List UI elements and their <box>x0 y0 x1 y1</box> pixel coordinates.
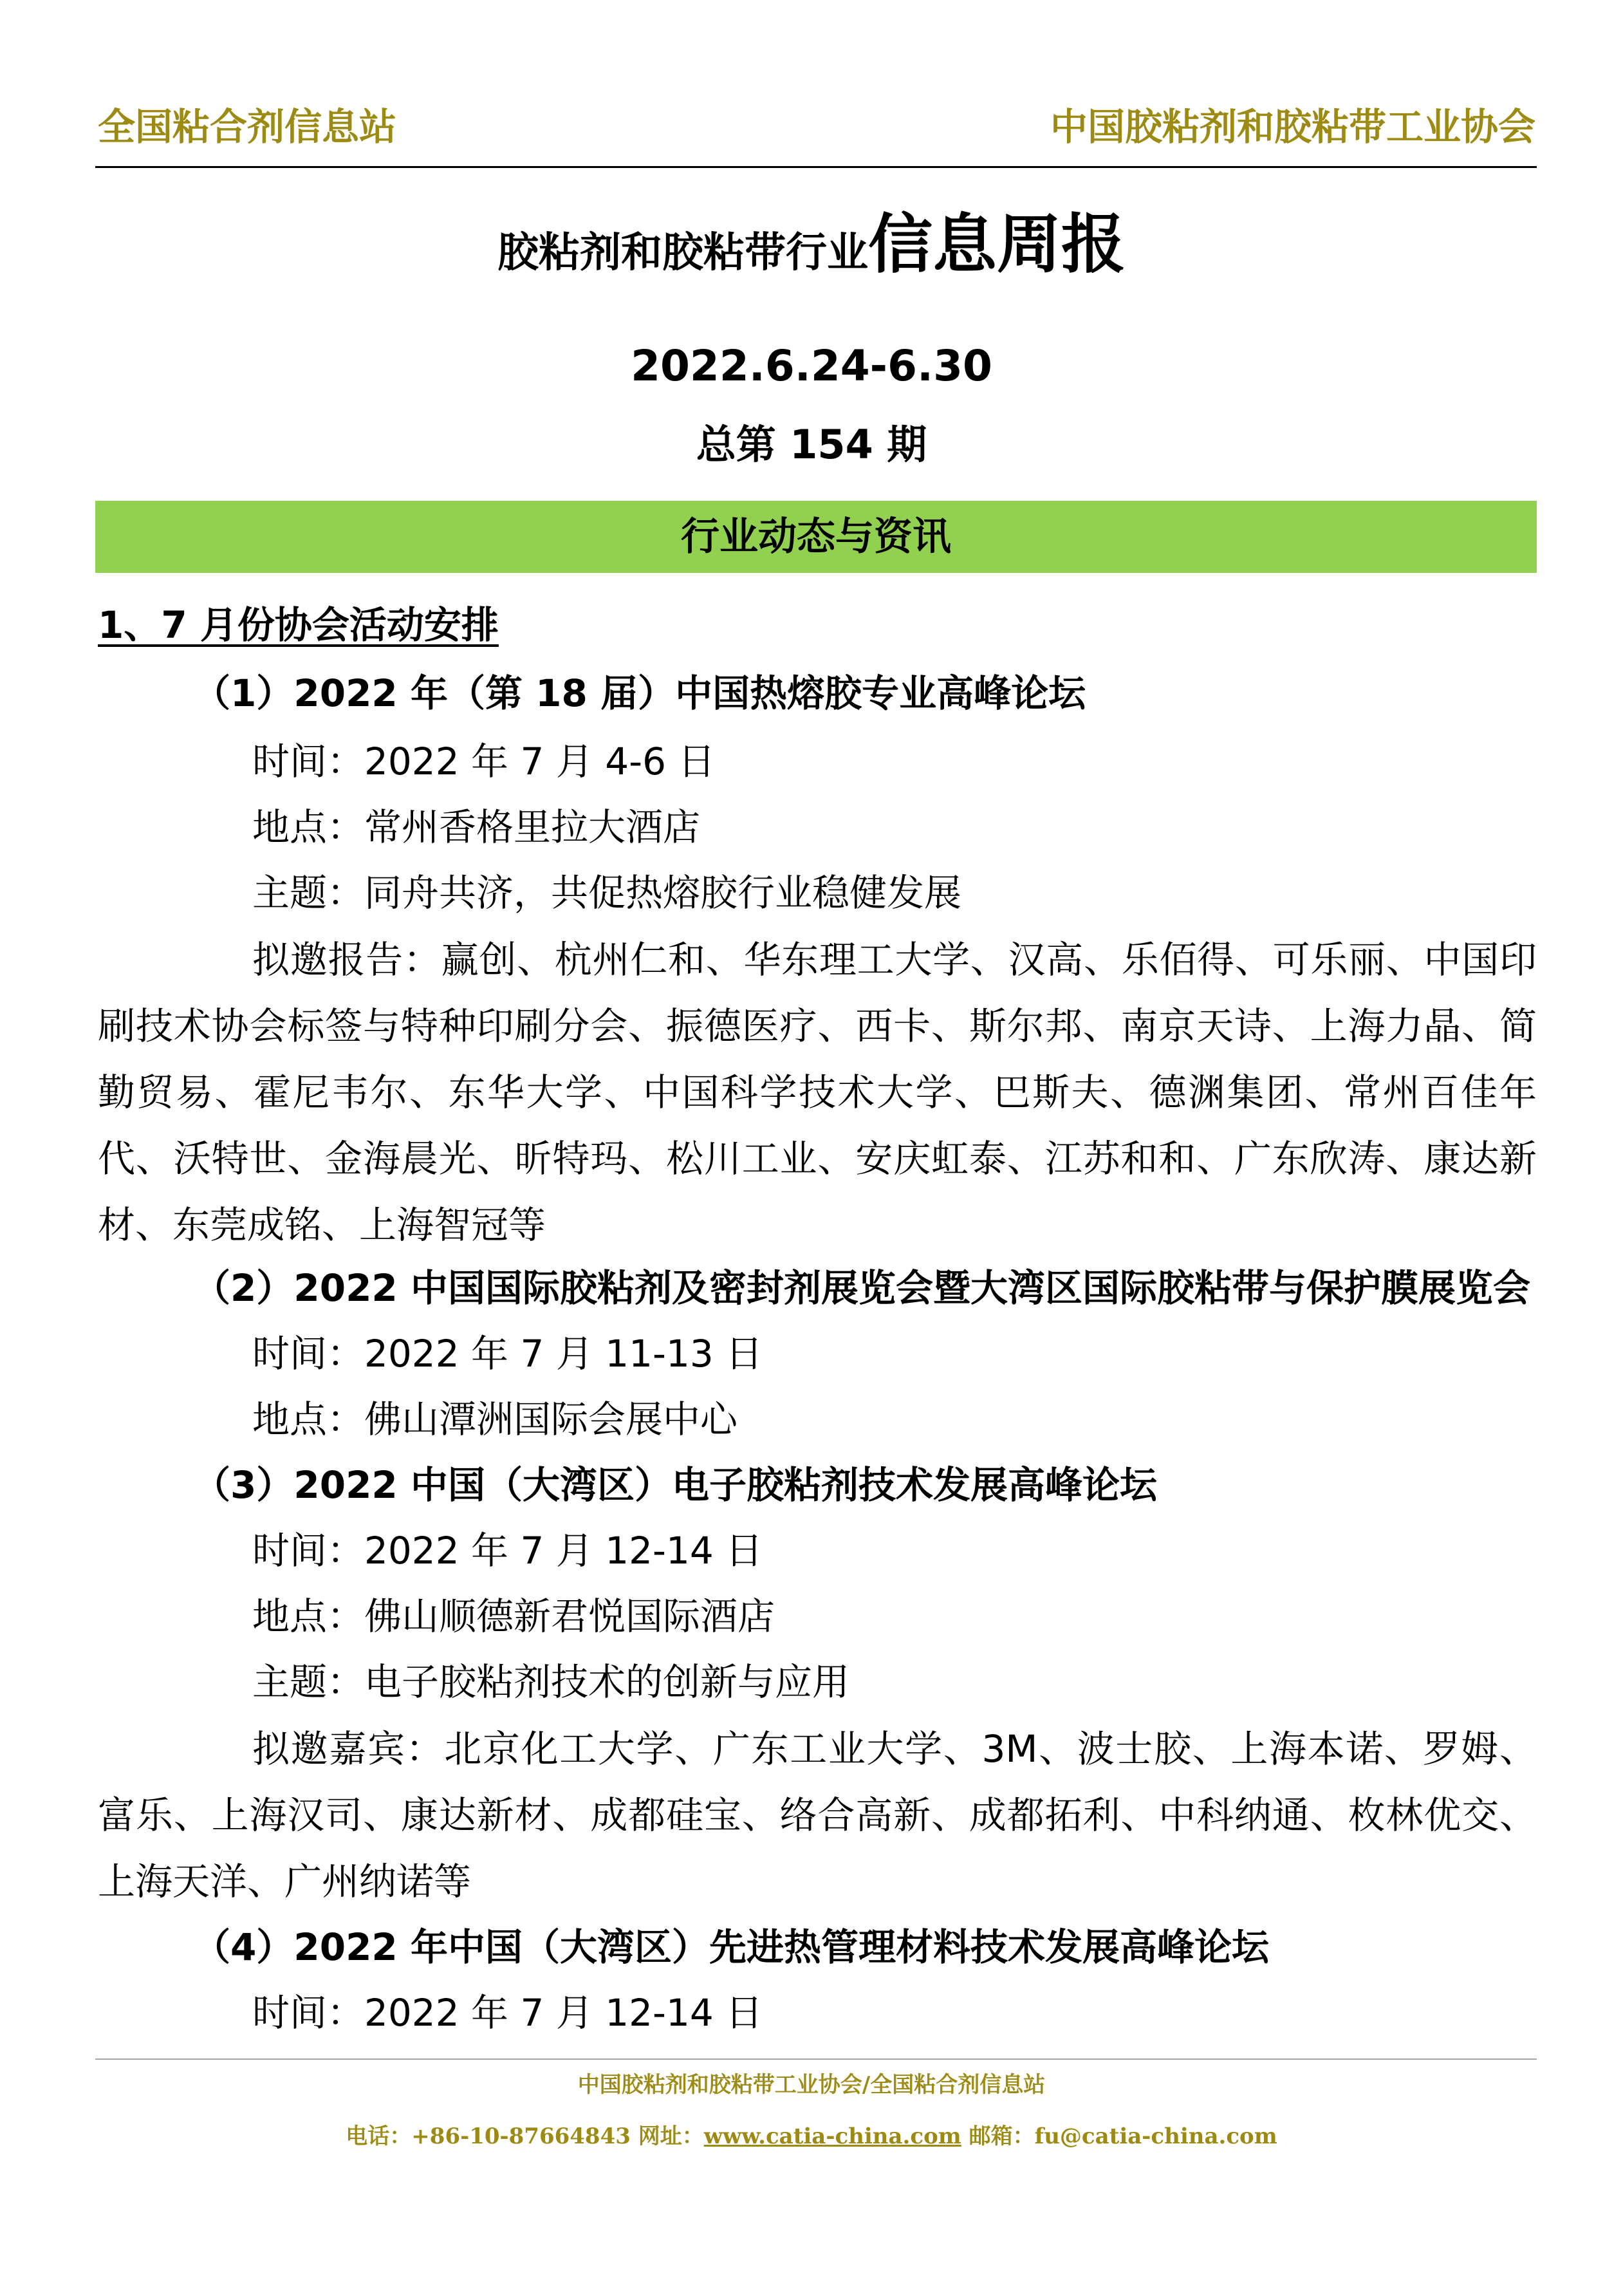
footer-website-link[interactable]: www.catia-china.com <box>703 2123 961 2149</box>
page-title <box>0 207 1623 282</box>
event-1-guests: 拟邀报告：赢创、杭州仁和、华东理工大学、汉高、乐佰得、可乐丽、中国印刷技术协会标签与特种印刷分会、振德医疗、西卡、斯尔邦、南京天诗、上海力晶、简勤贸易、霍尼韦尔、东华大学、中国科学技术大学、巴斯夫、德渊集团、常州百佳年代、沃特世、金海晨光、昕特玛、松川工业、安庆虹泰、江苏和和、广东欣涛、康达新材、东莞成铭、上海智冠等 <box>98 938 1537 1247</box>
event-4-time: 时间：2022 年 7 月 12-14 日 <box>252 1991 763 2035</box>
event-1-heading: （1）2022 年（第 18 届）中国热熔胶专业高峰论坛 <box>193 671 1086 715</box>
event-1-theme: 主题：同舟共济，共促热熔胶行业稳健发展 <box>252 871 962 915</box>
header-right: 中国胶粘剂和胶粘带工业协会 <box>1050 105 1535 149</box>
event-3-time: 时间：2022 年 7 月 12-14 日 <box>252 1529 763 1573</box>
header-divider <box>95 166 1537 168</box>
footer-divider <box>95 2058 1537 2060</box>
event-2-heading: （2）2022 中国国际胶粘剂及密封剂展览会暨大湾区国际胶粘带与保护膜展览会 <box>193 1266 1530 1310</box>
event-2-place: 地点：佛山潭洲国际会展中心 <box>252 1397 738 1441</box>
event-2-time: 时间：2022 年 7 月 11-13 日 <box>252 1332 763 1376</box>
section-banner: 行业动态与资讯 <box>95 501 1537 573</box>
issue-number: 总第 154 期 <box>696 421 927 468</box>
header-left: 全国粘合剂信息站 <box>98 105 397 149</box>
date-range: 2022.6.24-6.30 <box>631 341 992 391</box>
title-main: 信息周报 <box>868 207 1126 282</box>
title-prefix: 胶粘剂和胶粘带行业 <box>497 229 868 277</box>
event-3-heading: （3）2022 中国（大湾区）电子胶粘剂技术发展高峰论坛 <box>193 1463 1157 1507</box>
section-heading: 1、7 月份协会活动安排 <box>98 603 499 647</box>
footer-phone: 电话：+86-10-87664843 网址： <box>346 2123 704 2149</box>
event-3-place: 地点：佛山顺德新君悦国际酒店 <box>252 1594 775 1638</box>
event-3-theme: 主题：电子胶粘剂技术的创新与应用 <box>252 1660 850 1704</box>
footer-contact <box>0 2125 1623 2147</box>
event-1-time: 时间：2022 年 7 月 4-6 日 <box>252 740 716 783</box>
event-3-guests: 拟邀嘉宾：北京化工大学、广东工业大学、3M、波士胶、上海本诺、罗姆、富乐、上海汉司、康达新材、成都硅宝、络合高新、成都拓利、中科纳通、枚林优交、上海天洋、广州纳诺等 <box>98 1727 1537 1903</box>
event-1-place: 地点：常州香格里拉大酒店 <box>252 805 701 849</box>
event-4-heading: （4）2022 年中国（大湾区）先进热管理材料技术发展高峰论坛 <box>193 1925 1269 1969</box>
footer-org: 中国胶粘剂和胶粘带工业协会/全国粘合剂信息站 <box>577 2072 1046 2098</box>
footer-email: 邮箱：fu@catia-china.com <box>961 2123 1277 2149</box>
